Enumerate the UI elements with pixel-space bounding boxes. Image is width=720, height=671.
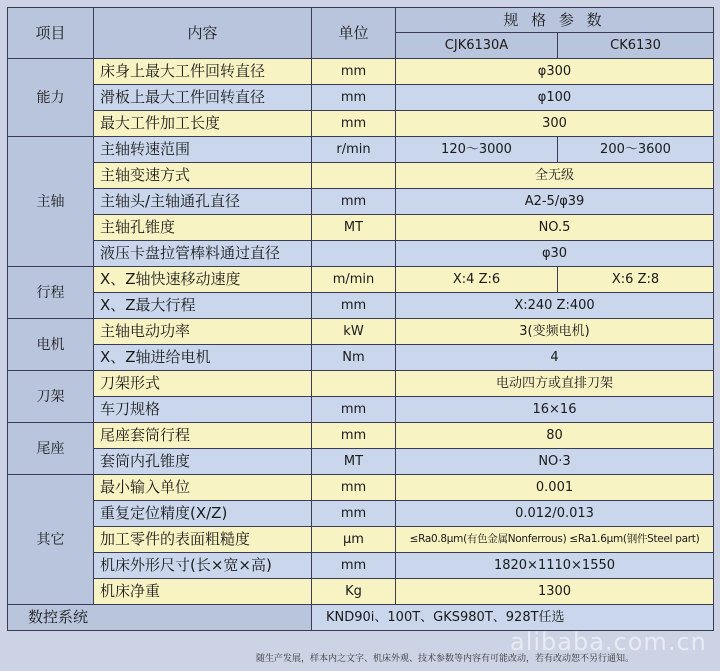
table-row [8, 137, 714, 163]
group-other: 其它 [8, 475, 94, 605]
row-unit: MT [312, 449, 396, 475]
footnote: 随生产发展，样本内之文字、机床外观、技术参数等内容有可能改动，若有改动恕不另行通知。 [256, 654, 635, 664]
row-label: 套筒内孔锥度 [94, 449, 312, 475]
header-content: 内容 [94, 8, 312, 59]
table-row [8, 579, 714, 605]
row-value: NO·3 [396, 449, 714, 475]
table-row [8, 189, 714, 215]
row-unit: MT [312, 215, 396, 241]
group-capacity: 能力 [8, 59, 94, 137]
row-label: 液压卡盘拉管棒料通过直径 [94, 241, 312, 267]
row-value-b: 200～3600 [558, 137, 714, 163]
row-label: 车刀规格 [94, 397, 312, 423]
row-label: 主轴头/主轴通孔直径 [94, 189, 312, 215]
group-spindle: 主轴 [8, 137, 94, 267]
table-row [8, 423, 714, 449]
row-label: 滑板上最大工件回转直径 [94, 85, 312, 111]
row-value: 16×16 [396, 397, 714, 423]
table-row [8, 59, 714, 85]
table-row [8, 501, 714, 527]
row-label: 加工零件的表面粗糙度 [94, 527, 312, 553]
row-label: 最小输入单位 [94, 475, 312, 501]
row-value: 1300 [396, 579, 714, 605]
row-label: X、Z轴快速移动速度 [94, 267, 312, 293]
row-unit: r/min [312, 137, 396, 163]
row-value: 电动四方或直排刀架 [396, 371, 714, 397]
group-tailstock: 尾座 [8, 423, 94, 475]
cnc-system-value: KND90i、100T、GKS980T、928T任选 [312, 605, 714, 631]
row-label: 最大工件加工长度 [94, 111, 312, 137]
table-row [8, 449, 714, 475]
table-row [8, 553, 714, 579]
row-label: 主轴电动功率 [94, 319, 312, 345]
table-row [8, 345, 714, 371]
row-value-a: X:4 Z:6 [396, 267, 558, 293]
table-row [8, 85, 714, 111]
row-label: 机床外形尺寸(长×宽×高) [94, 553, 312, 579]
group-motor: 电机 [8, 319, 94, 371]
row-label: X、Z轴进给电机 [94, 345, 312, 371]
header-params: 规 格 参 数 [396, 8, 714, 33]
table-row [8, 293, 714, 319]
row-unit: m/min [312, 267, 396, 293]
row-unit: mm [312, 85, 396, 111]
row-value-b: X:6 Z:8 [558, 267, 714, 293]
row-unit: mm [312, 59, 396, 85]
row-value: 0.012/0.013 [396, 501, 714, 527]
row-unit: mm [312, 397, 396, 423]
row-label: 主轴变速方式 [94, 163, 312, 189]
row-label: 机床净重 [94, 579, 312, 605]
row-label: 刀架形式 [94, 371, 312, 397]
row-value: 4 [396, 345, 714, 371]
row-value: 80 [396, 423, 714, 449]
table-row [8, 527, 714, 553]
spec-table [7, 7, 714, 631]
row-value: 3(变频电机) [396, 319, 714, 345]
header-item: 项目 [8, 8, 94, 59]
row-value: φ100 [396, 85, 714, 111]
row-value: 300 [396, 111, 714, 137]
row-label: X、Z最大行程 [94, 293, 312, 319]
row-label: 尾座套筒行程 [94, 423, 312, 449]
row-value: φ300 [396, 59, 714, 85]
header-model-a: CJK6130A [396, 33, 558, 59]
table-row [8, 319, 714, 345]
row-unit: Nm [312, 345, 396, 371]
row-label: 主轴转速范围 [94, 137, 312, 163]
header-model-b: CK6130 [558, 33, 714, 59]
row-unit: mm [312, 111, 396, 137]
row-unit: kW [312, 319, 396, 345]
row-value: X:240 Z:400 [396, 293, 714, 319]
row-unit: mm [312, 189, 396, 215]
row-value: A2-5/φ39 [396, 189, 714, 215]
table-row [8, 267, 714, 293]
row-value: ≤Ra0.8μm(有色金属Nonferrous) ≤Ra1.6μm(钢件Steel part) [396, 527, 714, 553]
row-unit [312, 371, 396, 397]
row-label: 重复定位精度(X/Z) [94, 501, 312, 527]
group-travel: 行程 [8, 267, 94, 319]
row-unit: Kg [312, 579, 396, 605]
row-unit: mm [312, 423, 396, 449]
row-value-a: 120～3000 [396, 137, 558, 163]
table-row [8, 371, 714, 397]
row-label: 床身上最大工件回转直径 [94, 59, 312, 85]
watermark: alibaba.com.cn [510, 628, 707, 656]
row-unit: mm [312, 501, 396, 527]
table-row [8, 111, 714, 137]
row-unit: mm [312, 293, 396, 319]
row-value: 1820×1110×1550 [396, 553, 714, 579]
table-row [8, 475, 714, 501]
row-unit [312, 241, 396, 267]
table-row [8, 605, 714, 631]
row-unit: mm [312, 475, 396, 501]
row-unit: μm [312, 527, 396, 553]
row-value: NO.5 [396, 215, 714, 241]
table-row [8, 241, 714, 267]
header-unit: 单位 [312, 8, 396, 59]
cnc-system-label: 数控系统 [8, 605, 312, 631]
row-value: φ30 [396, 241, 714, 267]
row-value: 全无级 [396, 163, 714, 189]
header-row [8, 8, 714, 33]
table-row [8, 215, 714, 241]
group-toolpost: 刀架 [8, 371, 94, 423]
row-value: 0.001 [396, 475, 714, 501]
table-row [8, 163, 714, 189]
table-row [8, 397, 714, 423]
row-label: 主轴孔锥度 [94, 215, 312, 241]
row-unit [312, 163, 396, 189]
row-unit: mm [312, 553, 396, 579]
